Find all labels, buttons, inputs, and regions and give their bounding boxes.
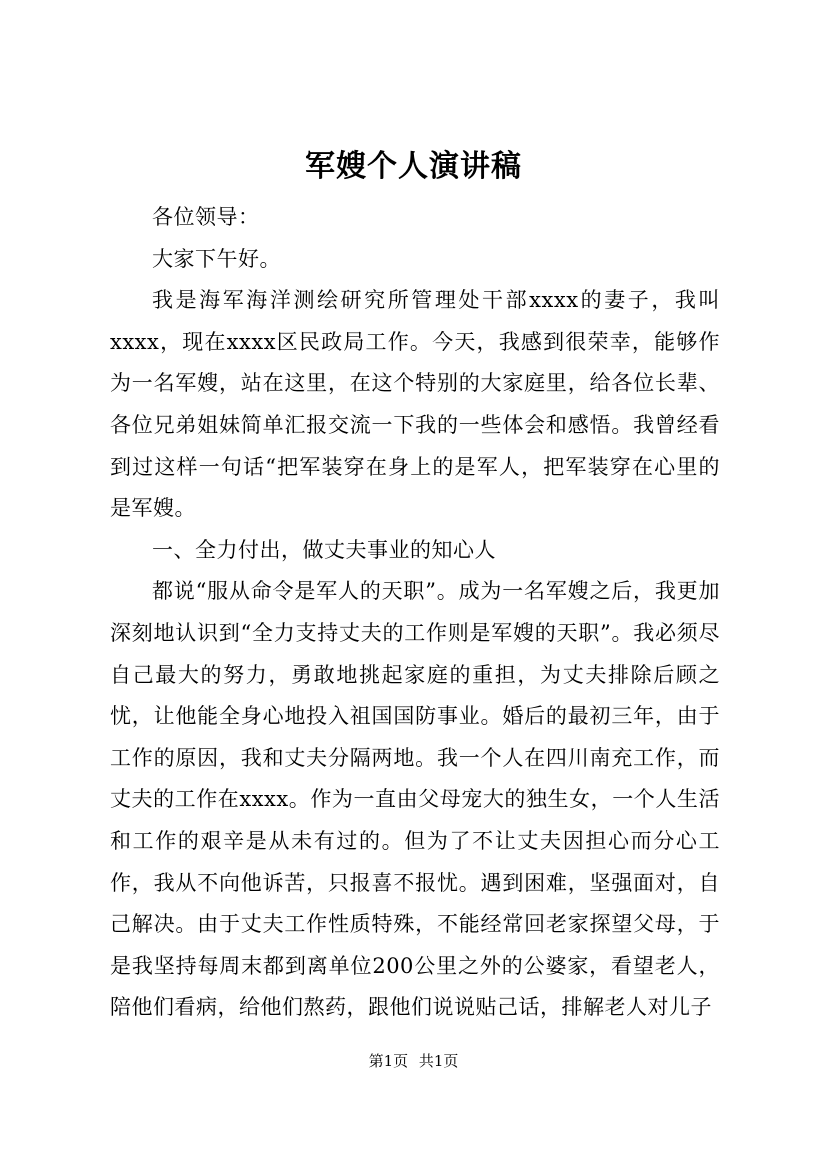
intro-paragraph: 我是海军海洋测绘研究所管理处干部xxxx的妻子，我叫xxxx，现在xxxx区民政局工作。今天，我感到很荣幸，能够作为一名军嫂，站在这里，在这个特别的大家庭里，给各位长辈、各位兄弟姐妹简单汇报交流一下我的一些体会和感悟。我曾经看到过这样一句话“把军装穿在身上的是军人，把军装穿在心里的是军嫂。 — [110, 288, 720, 521]
salutation: 各位领导： — [152, 205, 260, 229]
document-body — [110, 197, 720, 1029]
page-footer: 第1页 共1页 — [368, 1052, 459, 1070]
section-heading: 一、全力付出，做丈夫事业的知心人 — [152, 537, 496, 562]
page-title: 军嫂个人演讲稿 — [305, 149, 522, 184]
greeting: 大家下午好。 — [152, 246, 281, 271]
body-paragraph: 都说“服从命令是军人的天职”。成为一名军嫂之后，我更加深刻地认识到“全力支持丈夫的工作则是军嫂的天职”。我必须尽自己最大的努力，勇敢地挑起家庭的重担，为丈夫排除后顾之忧，让他能全身心地投入祖国国防事业。婚后的最初三年，由于工作的原因，我和丈夫分隔两地。我一个人在四川南充工作，而丈夫的工作在xxxx。作为一直由父母宠大的独生女，一个人生活和工作的艰辛是从未有过的。但为了不让丈夫因担心而分心工作，我从不向他诉苦，只报喜不报忧。遇到困难，坚强面对，自己解决。由于丈夫工作性质特殊，不能经常回老家探望父母，于是我坚持每周末都到离单位200公里之外的公婆家，看望老人，陪他们看病，给他们熬药，跟他们说说贴己话，排解老人对儿子 — [110, 579, 720, 1020]
